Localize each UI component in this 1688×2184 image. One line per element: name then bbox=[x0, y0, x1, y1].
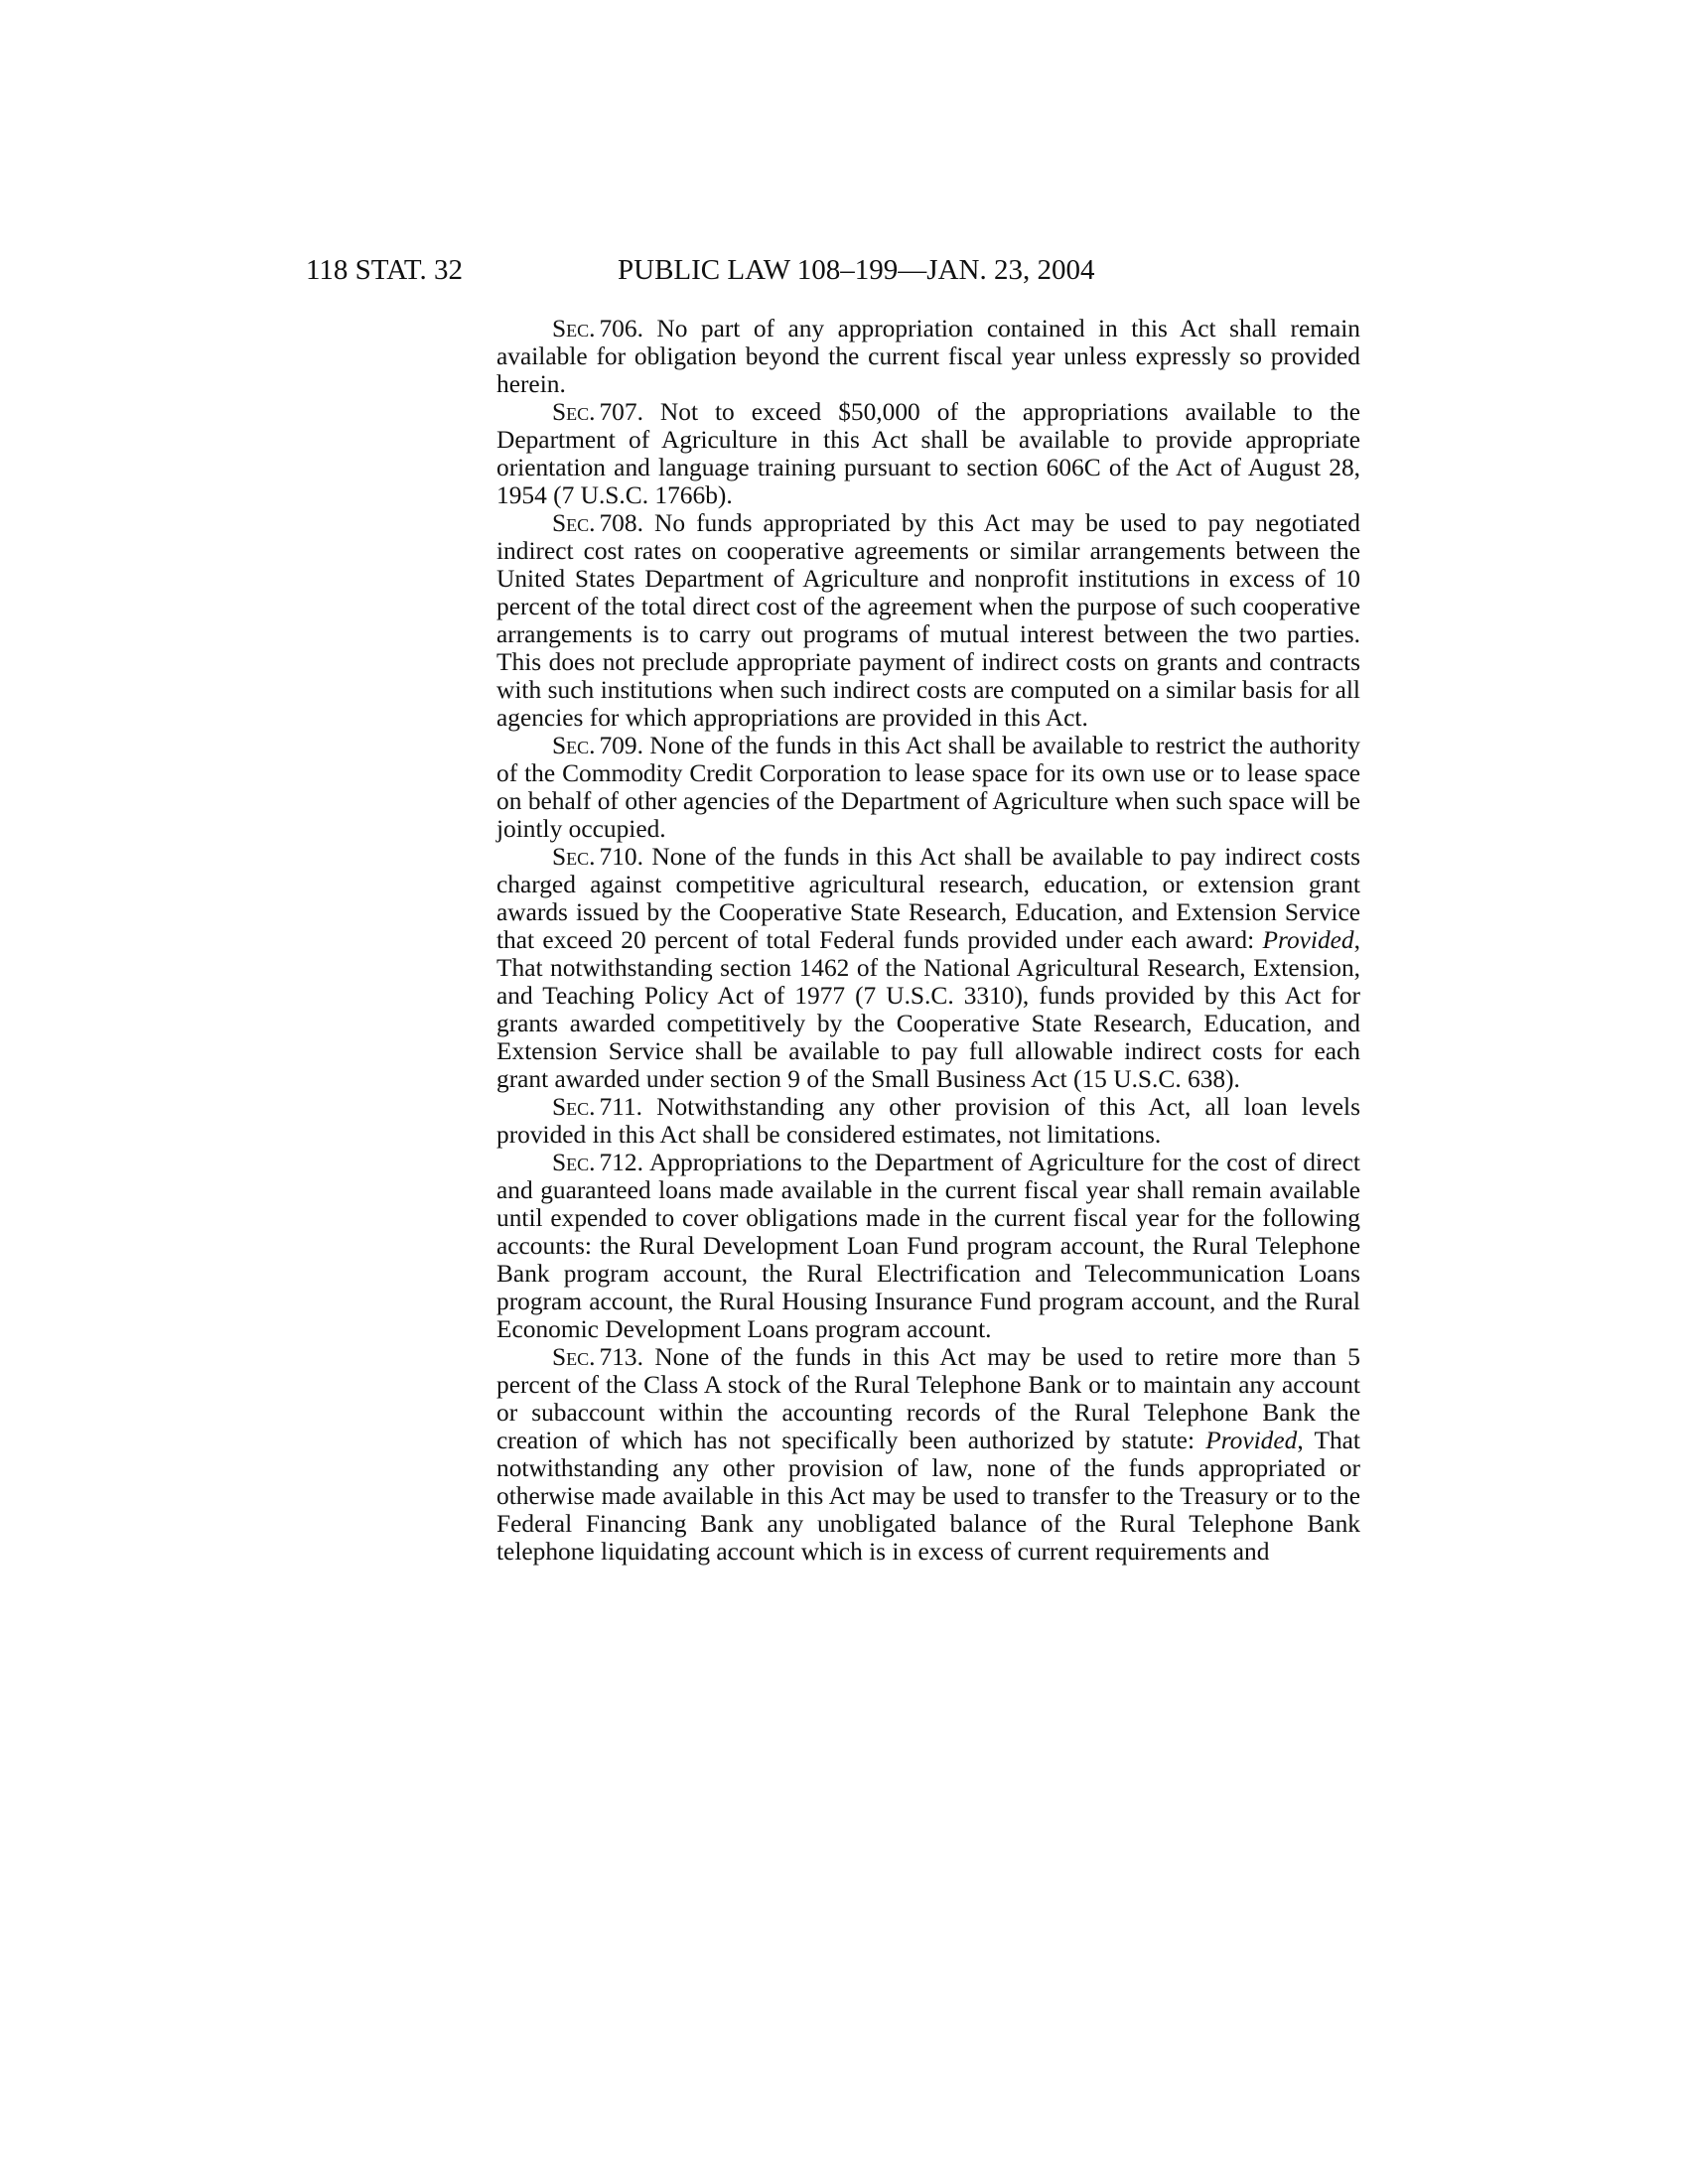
section-text: No part of any appropriation contained in this Act shall remain available for obligation beyond the current fiscal year unless expressly so provided herein. bbox=[496, 315, 1360, 398]
section-713 bbox=[496, 1343, 1360, 1566]
section-text-continued: , That notwithstanding section 1462 of the National Agricultural Research, Extension, and Teaching Policy Act of 1977 (7 U.S.C. 3310), funds provided by this Act for grants awarded competitively by the Cooperative State Research, Education, and Extension Service shall be available to pay full allowable indirect costs for each grant awarded under section 9 of the Small Business Act (15 U.S.C. 638). bbox=[496, 926, 1360, 1093]
section-label: Sec. bbox=[552, 509, 596, 537]
section-number: 713. bbox=[599, 1343, 643, 1371]
section-label: Sec. bbox=[552, 1343, 596, 1371]
running-head: PUBLIC LAW 108–199—JAN. 23, 2004 bbox=[618, 254, 1095, 286]
section-label: Sec. bbox=[552, 398, 596, 426]
section-number: 712. bbox=[599, 1149, 643, 1176]
section-707 bbox=[496, 398, 1360, 509]
section-709 bbox=[496, 732, 1360, 843]
section-number: 706. bbox=[599, 315, 643, 342]
section-number: 711. bbox=[599, 1093, 642, 1121]
stat-page-number: 118 STAT. 32 bbox=[306, 254, 463, 286]
section-label: Sec. bbox=[552, 315, 596, 342]
section-712 bbox=[496, 1149, 1360, 1343]
law-text-body bbox=[496, 315, 1360, 1566]
section-text: None of the funds in this Act may be used to retire more than 5 percent of the Class A stock of the Rural Telephone Bank or to maintain any account or subaccount within the accounting records of the Rural Telephone Bank the creation of which has not specifically been authorized by statute: bbox=[496, 1343, 1360, 1454]
section-number: 707. bbox=[599, 398, 643, 426]
section-label: Sec. bbox=[552, 1149, 596, 1176]
section-number: 710. bbox=[599, 843, 643, 871]
section-text: None of the funds in this Act shall be available to restrict the authority of the Commodity Credit Corporation to lease space for its own use or to lease space on behalf of other agencies of the Department of Agriculture when such space will be jointly occupied. bbox=[496, 732, 1360, 843]
section-text: No funds appropriated by this Act may be used to pay negotiated indirect cost rates on cooperative agreements or similar arrangements between the United States Department of Agriculture and nonprofit institutions in excess of 10 percent of the total direct cost of the agreement when the purpose of such cooperative arrangements is to carry out programs of mutual interest between the two parties. This does not preclude appropriate payment of indirect costs on grants and contracts with such institutions when such indirect costs are computed on a similar basis for all agencies for which appropriations are provided in this Act. bbox=[496, 509, 1360, 732]
section-text: None of the funds in this Act shall be available to pay indirect costs charged against competitive agricultural research, education, or extension grant awards issued by the Cooperative State Research, Education, and Extension Service that exceed 20 percent of total Federal funds provided under each award: bbox=[496, 843, 1360, 954]
section-label: Sec. bbox=[552, 843, 596, 871]
section-label: Sec. bbox=[552, 1093, 596, 1121]
proviso-term: Provided bbox=[1262, 926, 1354, 954]
section-text: Not to exceed $50,000 of the appropriations available to the Department of Agriculture in this Act shall be available to provide appropriate orientation and language training pursuant to section 606C of the Act of August 28, 1954 (7 U.S.C. 1766b). bbox=[496, 398, 1360, 509]
section-711 bbox=[496, 1093, 1360, 1149]
section-710 bbox=[496, 843, 1360, 1093]
section-number: 708. bbox=[599, 509, 643, 537]
section-706 bbox=[496, 315, 1360, 398]
section-text: Notwithstanding any other provision of this Act, all loan levels provided in this Act shall be considered estimates, not limitations. bbox=[496, 1093, 1360, 1149]
proviso-term: Provided bbox=[1205, 1427, 1298, 1454]
page-header bbox=[0, 250, 1688, 290]
section-708 bbox=[496, 509, 1360, 732]
section-label: Sec. bbox=[552, 732, 596, 759]
section-number: 709. bbox=[599, 732, 643, 759]
section-text-continued: , That notwithstanding any other provision of law, none of the funds appropriated or otherwise made available in this Act may be used to transfer to the Treasury or to the Federal Financing Bank any unobligated balance of the Rural Telephone Bank telephone liquidating account which is in excess of current requirements and bbox=[496, 1427, 1360, 1566]
section-text: Appropriations to the Department of Agriculture for the cost of direct and guaranteed loans made available in the current fiscal year shall remain available until expended to cover obligations made in the current fiscal year for the following accounts: the Rural Development Loan Fund program account, the Rural Telephone Bank program account, the Rural Electrification and Telecommunication Loans program account, the Rural Housing Insurance Fund program account, and the Rural Economic Development Loans program account. bbox=[496, 1149, 1360, 1343]
